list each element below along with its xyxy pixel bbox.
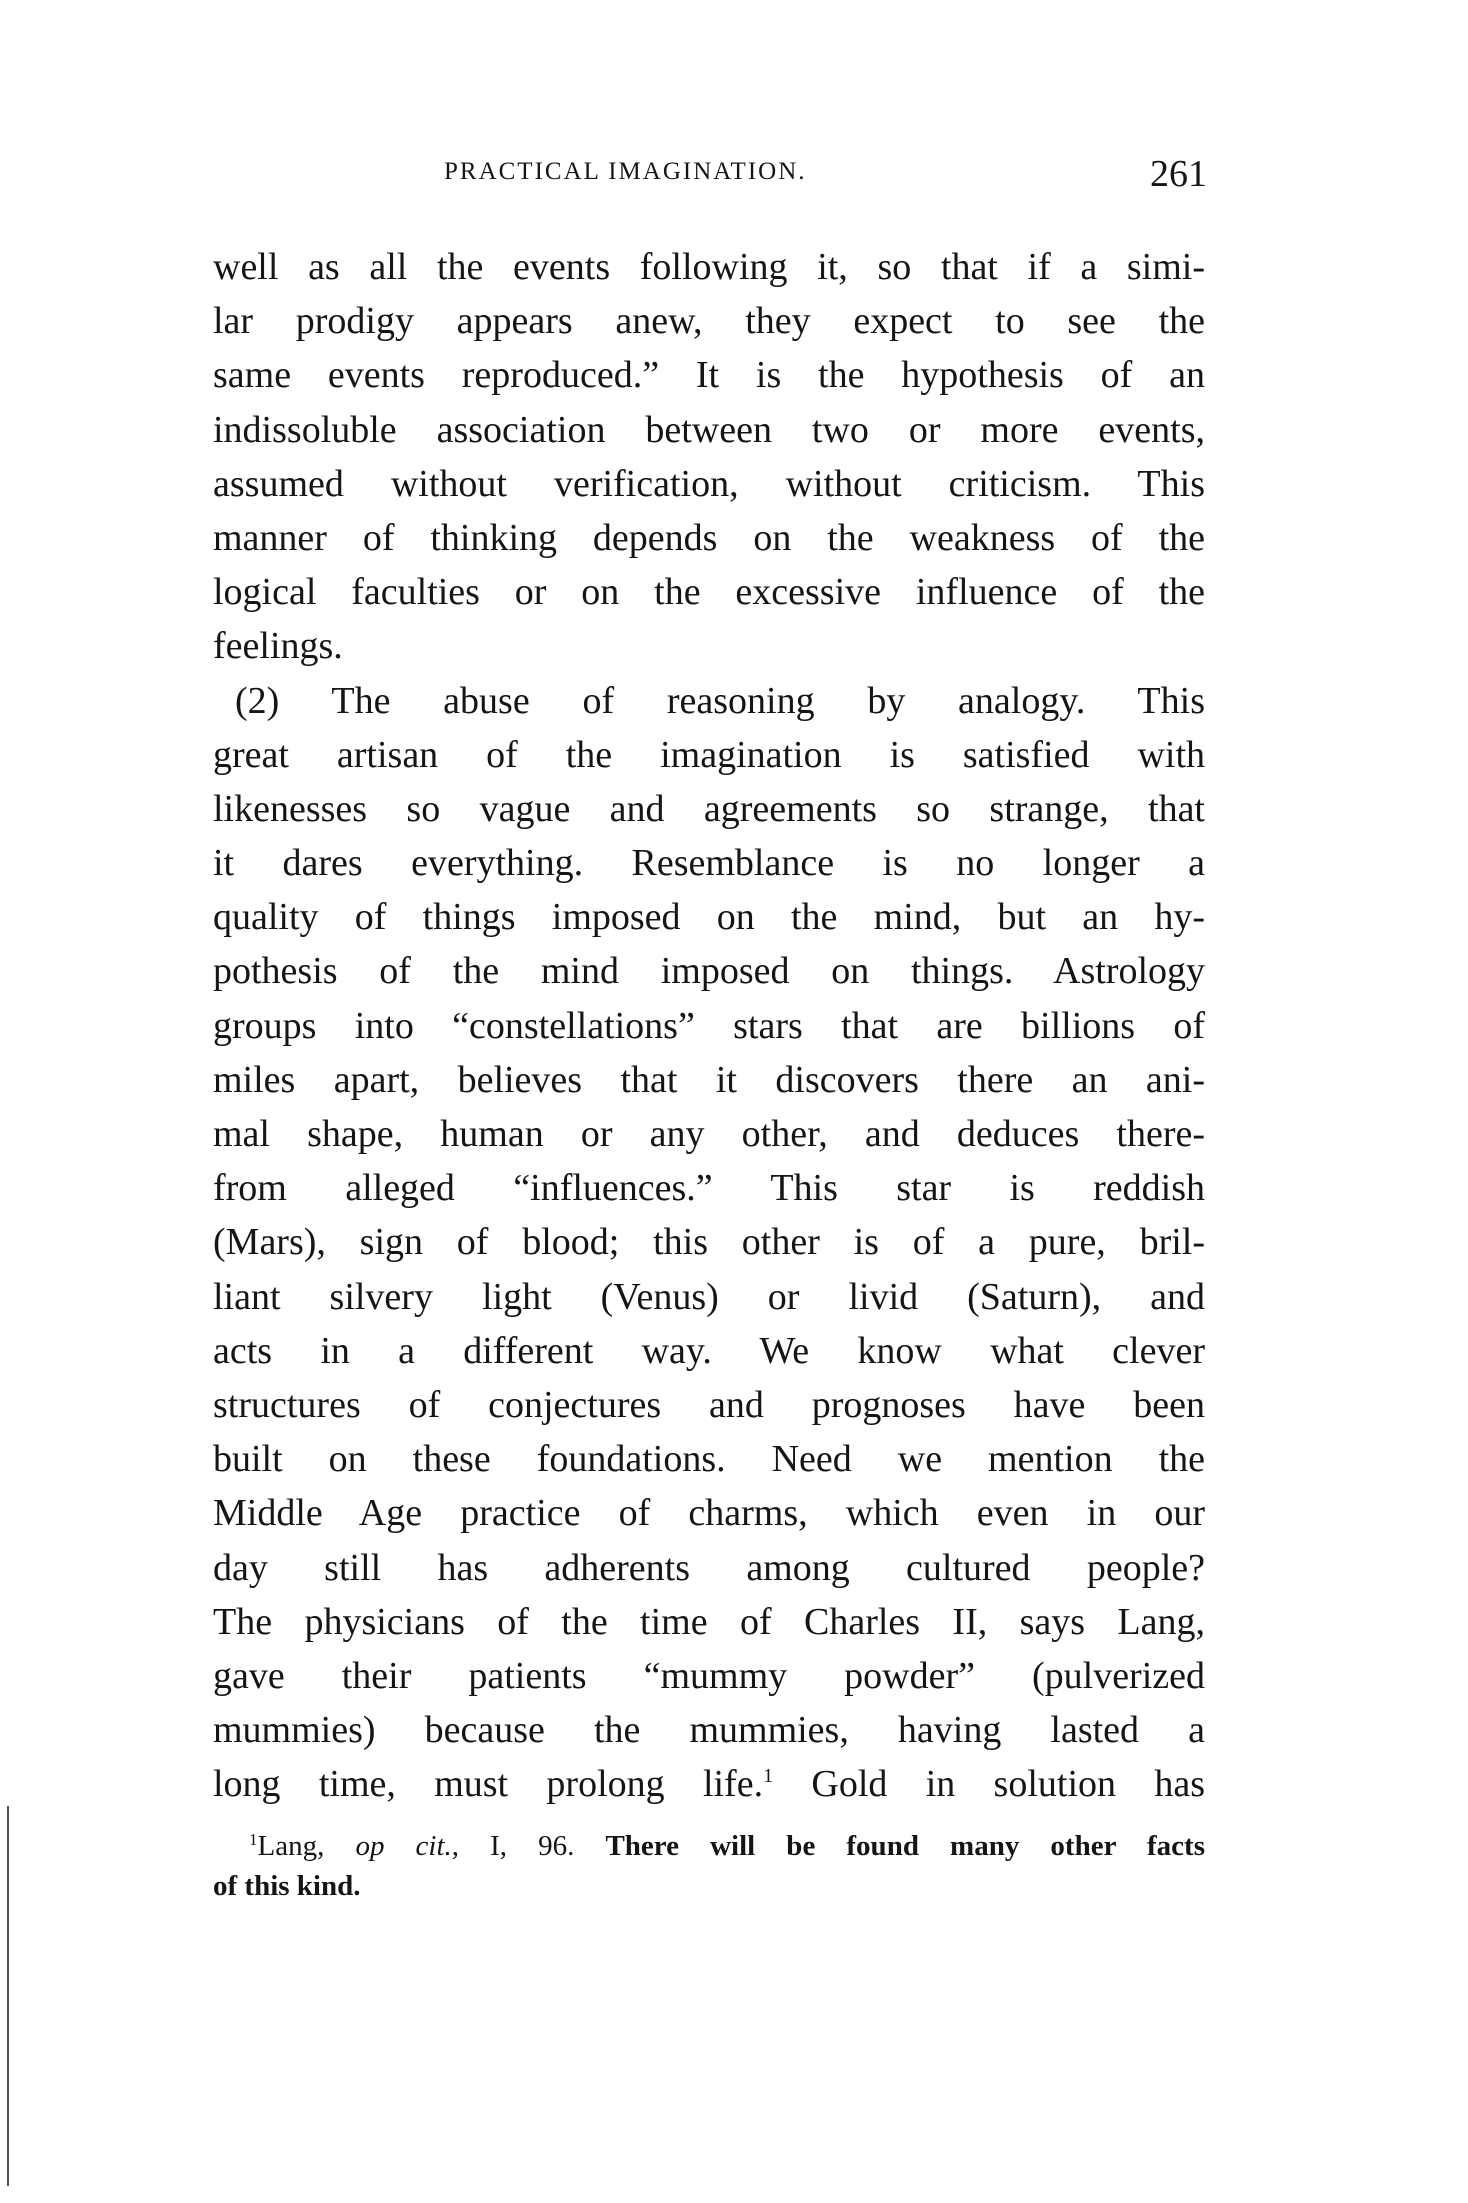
footnote-text: There will be found many other facts	[605, 1830, 1205, 1862]
text-line: likenesses so vague and agreements so strange, that	[213, 787, 1205, 830]
footnote-line: of this kind.	[213, 1870, 361, 1902]
running-title: PRACTICAL IMAGINATION.	[444, 158, 807, 185]
text-line: manner of thinking depends on the weakness of the	[213, 516, 1205, 559]
page-header	[212, 152, 1212, 202]
footnote-author: Lang,	[257, 1830, 356, 1862]
text-line: logical faculties or on the excessive influence of the	[213, 571, 1205, 614]
text-line: (Mars), sign of blood; this other is of a pure, bril-	[213, 1221, 1205, 1264]
text-line: great artisan of the imagination is satisfied with	[213, 733, 1205, 776]
text-line: indissoluble association between two or more events,	[213, 408, 1205, 451]
text-line: liant silvery light (Venus) or livid (Saturn), and	[213, 1275, 1205, 1318]
text-line: acts in a different way. We know what clever	[213, 1329, 1205, 1372]
text-line: quality of things imposed on the mind, but an hy-	[213, 896, 1205, 939]
text-line: (2) The abuse of reasoning by analogy. This	[235, 679, 1205, 722]
footnote-ref: , I, 96.	[451, 1830, 606, 1862]
footnote	[213, 1826, 1205, 1906]
text-line: built on these foundations. Need we mention the	[213, 1438, 1205, 1481]
footnote-line	[213, 1826, 1205, 1866]
scan-edge-line	[7, 1806, 9, 2186]
text-line: from alleged “influences.” This star is reddish	[213, 1167, 1205, 1210]
text-line: well as all the events following it, so that if a simi-	[213, 246, 1205, 288]
text-line: gave their patients “mummy powder” (pulverized	[213, 1654, 1205, 1697]
text-line: long time, must prolong life.$^1$ Gold in solution has	[213, 1763, 1205, 1806]
text-line: structures of conjectures and prognoses have been	[213, 1383, 1205, 1426]
text-line: assumed without verification, without criticism. This	[213, 462, 1205, 505]
text-line: Middle Age practice of charms, which even in our	[213, 1492, 1205, 1535]
text-line: mummies) because the mummies, having lasted a	[213, 1709, 1205, 1752]
text-line: mal shape, human or any other, and deduces there-	[213, 1113, 1205, 1155]
text-line: groups into “constellations” stars that are billions of	[213, 1004, 1205, 1047]
page-number: 261	[1150, 153, 1207, 195]
text-line: feelings.	[213, 625, 343, 668]
text-line: The physicians of the time of Charles II, says Lang,	[213, 1600, 1205, 1643]
text-line: day still has adherents among cultured people?	[213, 1546, 1205, 1589]
text-line: lar prodigy appears anew, they expect to see the	[213, 300, 1205, 343]
body-text	[213, 240, 1205, 1811]
footnote-work: op cit.	[355, 1830, 452, 1862]
footnote-reference: 1	[763, 1765, 774, 1788]
text-line: it dares everything. Resemblance is no longer a	[213, 842, 1205, 885]
text-line: miles apart, believes that it discovers there an ani-	[213, 1058, 1205, 1101]
text-line: same events reproduced.” It is the hypothesis of an	[213, 354, 1205, 397]
text-line: pothesis of the mind imposed on things. Astrology	[213, 950, 1205, 993]
footnote-mark: 1	[249, 1830, 258, 1849]
